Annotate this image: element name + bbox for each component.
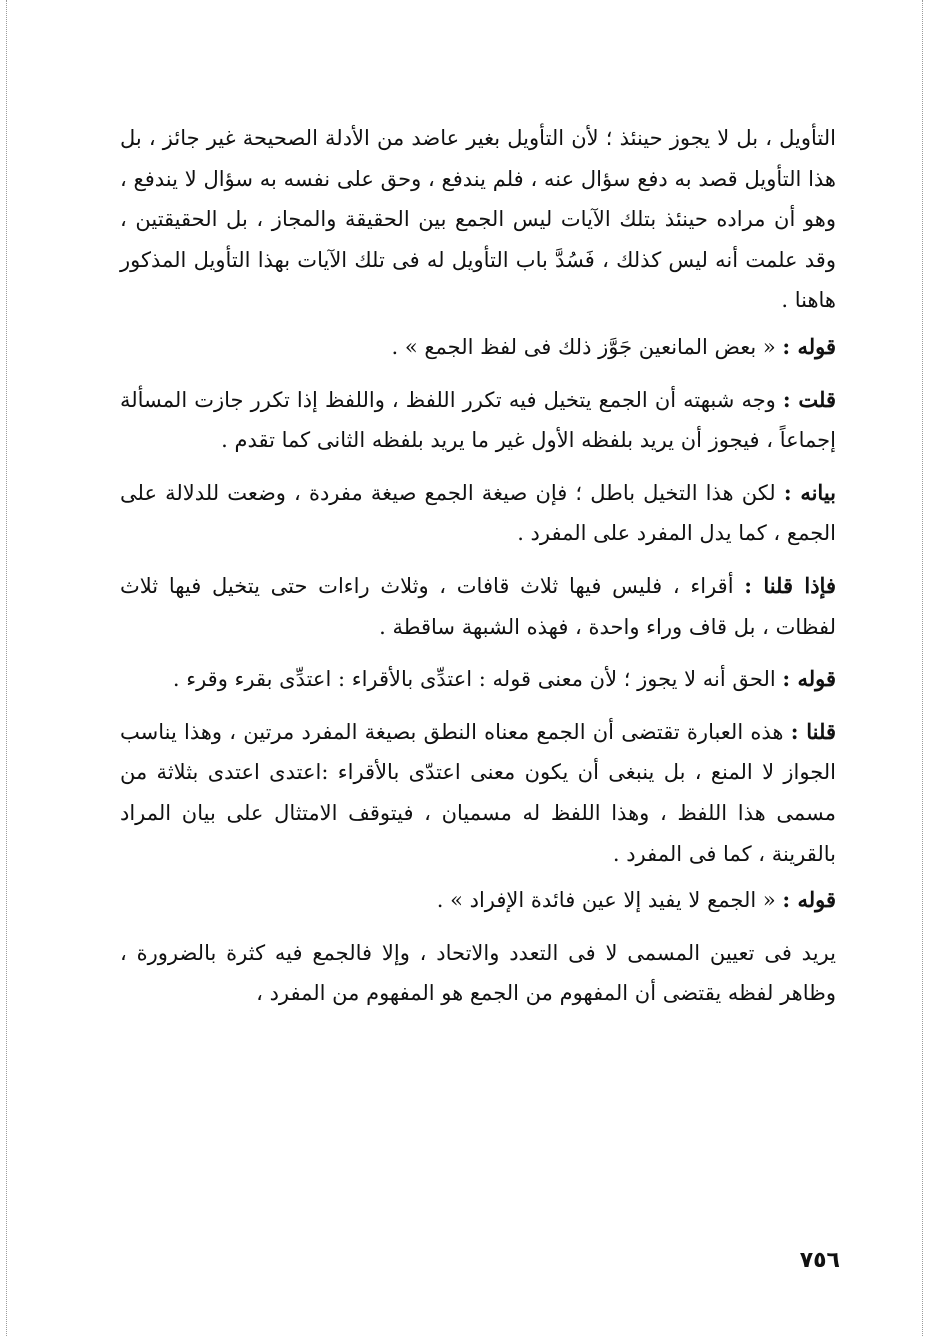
paragraph-2-text: « بعض المانعين جَوَّز ذلك فى لفظ الجمع » . <box>391 334 783 359</box>
scan-edge-dots-right <box>922 0 923 1336</box>
paragraph-1 <box>120 118 836 321</box>
paragraph-1-text: التأويل ، بل لا يجوز حينئذ ؛ لأن التأويل بغير عاضد من الأدلة الصحيحة غير جائز ، بل هذا التأويل قصد به دفع سؤال عنه ، فلم يندفع ، وحق على نفسه به سؤال لا يندفع ، وهو أن مراده حينئذ بتلك الآيات ليس الجمع بين الحقيقة والمجاز ، بل الحقيقتين ، وقد علمت أنه ليس كذلك ، فَسُدَّ باب التأويل له فى تلك الآيات بهذا التأويل المذكور هاهنا . <box>120 126 836 313</box>
page-number: ٧٥٦ <box>799 1248 840 1273</box>
paragraph-2 <box>120 327 836 368</box>
paragraph-9 <box>120 933 836 1014</box>
paragraph-8-lead: قوله : <box>782 887 836 913</box>
paragraph-6 <box>120 659 836 700</box>
paragraph-2-lead: قوله : <box>782 333 836 359</box>
body-text <box>120 118 836 1014</box>
paragraph-3-text: وجه شبهته أن الجمع يتخيل فيه تكرر اللفظ ، واللفظ إذا تكرر جازت المسألة إجماعاً ، فيجوز أن يريد بلفظه الأول غير ما يريد بلفظه الثانى كما تقدم . <box>120 387 836 453</box>
paragraph-7-lead: قلنا : <box>790 718 837 744</box>
paragraph-6-lead: قوله : <box>782 666 836 692</box>
paragraph-3 <box>120 380 836 461</box>
paragraph-4-lead: بيانه : <box>783 479 836 505</box>
paragraph-3-lead: قلت : <box>782 386 837 412</box>
paragraph-4-text: لكن هذا التخيل باطل ؛ فإن صيغة الجمع صيغة مفردة ، وضعت للدلالة على الجمع ، كما يدل المفرد على المفرد . <box>120 480 836 546</box>
paragraph-6-text: الحق أنه لا يجوز ؛ لأن معنى قوله : اعتدِّى بالأقراء : اعتدِّى بقرء وقرء . <box>172 667 783 692</box>
paragraph-7-text: هذه العبارة تقتضى أن الجمع معناه النطق بصيغة المفرد مرتين ، وهذا يناسب الجواز لا المنع ، بل ينبغى أن يكون معنى اعتدّى بالأقراء :اعتدى اعتدى بثلاثة من مسمى هذا اللفظ ، وهذا اللفظ له مسميان ، فيتوقف الامتثال على بيان المراد بالقرينة ، كما فى المفرد . <box>120 719 836 866</box>
paragraph-8 <box>120 880 836 921</box>
paragraph-8-text: « الجمع لا يفيد إلا عين فائدة الإفراد » . <box>436 888 783 913</box>
paragraph-9-text: يريد فى تعيين المسمى لا فى التعدد والاتحاد ، وإلا فالجمع فيه كثرة بالضرورة ، وظاهر لفظه يقتضى أن المفهوم من الجمع هو المفهوم من المفرد ، <box>120 940 836 1006</box>
paragraph-5-text: أقراء ، فليس فيها ثلاث قافات ، وثلاث راءات حتى يتخيل فيها ثلاث لفظات ، بل قاف وراء واحدة ، فهذه الشبهة ساقطة . <box>120 573 836 639</box>
paragraph-4 <box>120 473 836 554</box>
scan-edge-dots-left <box>6 0 7 1336</box>
paragraph-7 <box>120 712 836 874</box>
paragraph-5 <box>120 566 836 647</box>
paragraph-5-lead: فإذا قلنا : <box>744 572 836 598</box>
